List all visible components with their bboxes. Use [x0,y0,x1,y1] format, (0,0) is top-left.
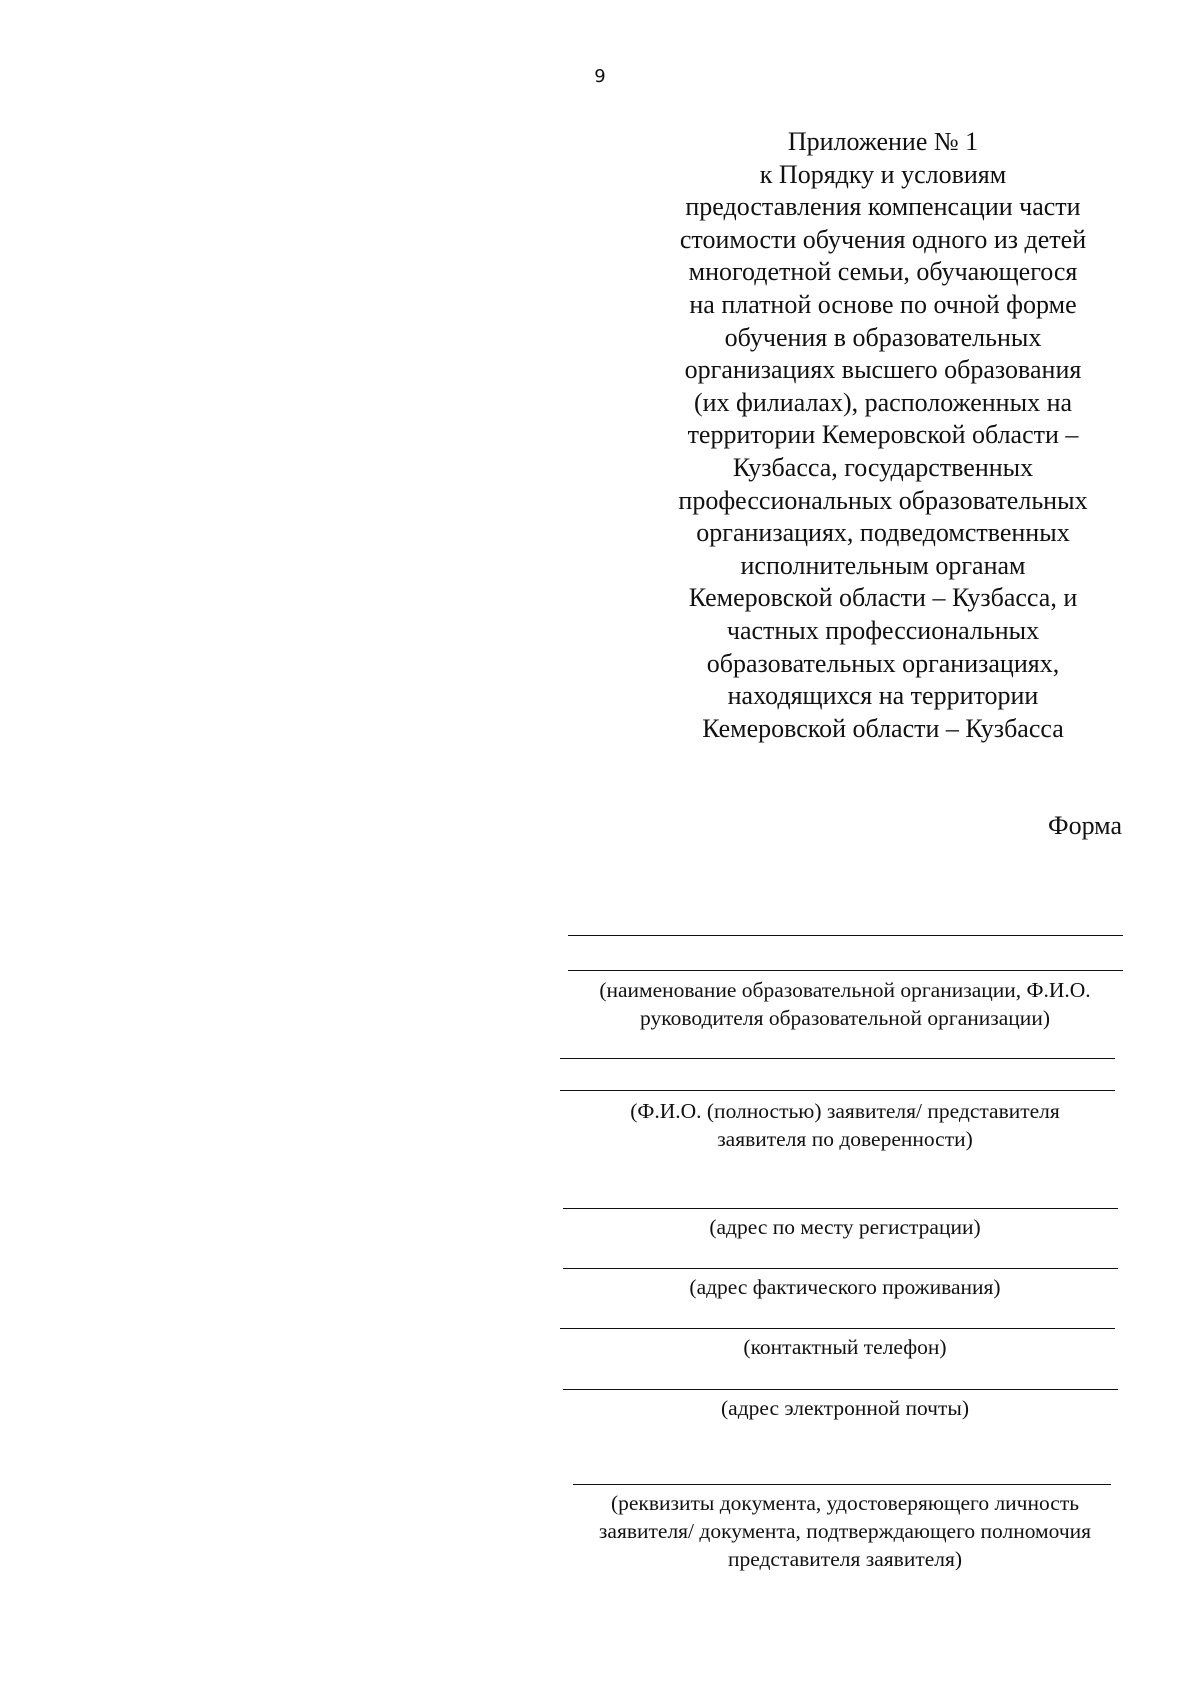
appendix-line: к Порядку и условиям [759,159,1007,189]
registration-address-caption: (адрес по месту регистрации) [709,1215,981,1239]
caption-line: руководителя образовательной организации) [640,1006,1050,1030]
appendix-line: организациях, подведомственных [696,518,1070,548]
id-document-caption [500,1489,1190,1573]
email-line[interactable] [563,1389,1118,1390]
applicant-line-2[interactable] [560,1090,1115,1091]
phone-caption: (контактный телефон) [743,1335,947,1359]
organization-line-1[interactable] [568,935,1123,936]
appendix-line: многодетной семьи, обучающегося [688,257,1078,287]
appendix-line: на платной основе по очной форме [689,289,1077,319]
appendix-line: предоставления компенсации части [685,192,1081,222]
caption-line: заявителя/ документа, подтверждающего полномочия [598,1519,1092,1543]
appendix-line: исполнительным органам [740,550,1026,580]
appendix-header [638,126,1128,745]
caption-line: (наименование образовательной организации, Ф.И.О. [599,978,1091,1002]
appendix-line: обучения в образовательных [724,322,1042,352]
appendix-line: Кемеровской области – Кузбасса, и [688,583,1078,613]
appendix-line: частных профессиональных [726,615,1040,645]
id-document-line[interactable] [573,1484,1111,1485]
appendix-line: находящихся на территории [727,681,1039,711]
caption-line: (Ф.И.О. (полностью) заявителя/ представителя [630,1099,1060,1123]
caption-line: (реквизиты документа, удостоверяющего личность [610,1491,1080,1515]
appendix-line: (их филиалах), расположенных на [693,387,1073,417]
organization-caption [500,976,1190,1032]
appendix-line: территории Кемеровской области – [687,420,1079,450]
phone-line[interactable] [560,1328,1115,1329]
applicant-line-1[interactable] [560,1058,1115,1059]
appendix-line: организациях высшего образования [684,355,1082,385]
form-label: Форма [1048,811,1122,840]
actual-address-line[interactable] [563,1268,1118,1269]
applicant-caption [500,1097,1190,1153]
appendix-line: профессиональных образовательных [678,485,1088,515]
appendix-line: Приложение № 1 [787,127,979,156]
caption-line: заявителя по доверенности) [717,1127,973,1151]
appendix-line: Кемеровской области – Кузбасса [702,713,1064,743]
email-caption: (адрес электронной почты) [721,1396,969,1420]
organization-line-2[interactable] [568,970,1123,971]
registration-address-line[interactable] [563,1208,1118,1209]
page-number: 9 [594,66,606,87]
actual-address-caption: (адрес фактического проживания) [689,1275,1001,1299]
caption-line: представителя заявителя) [727,1547,963,1571]
appendix-line: образовательных организациях, [706,648,1060,678]
appendix-line: стоимости обучения одного из детей [679,224,1087,254]
appendix-line: Кузбасса, государственных [732,452,1034,482]
